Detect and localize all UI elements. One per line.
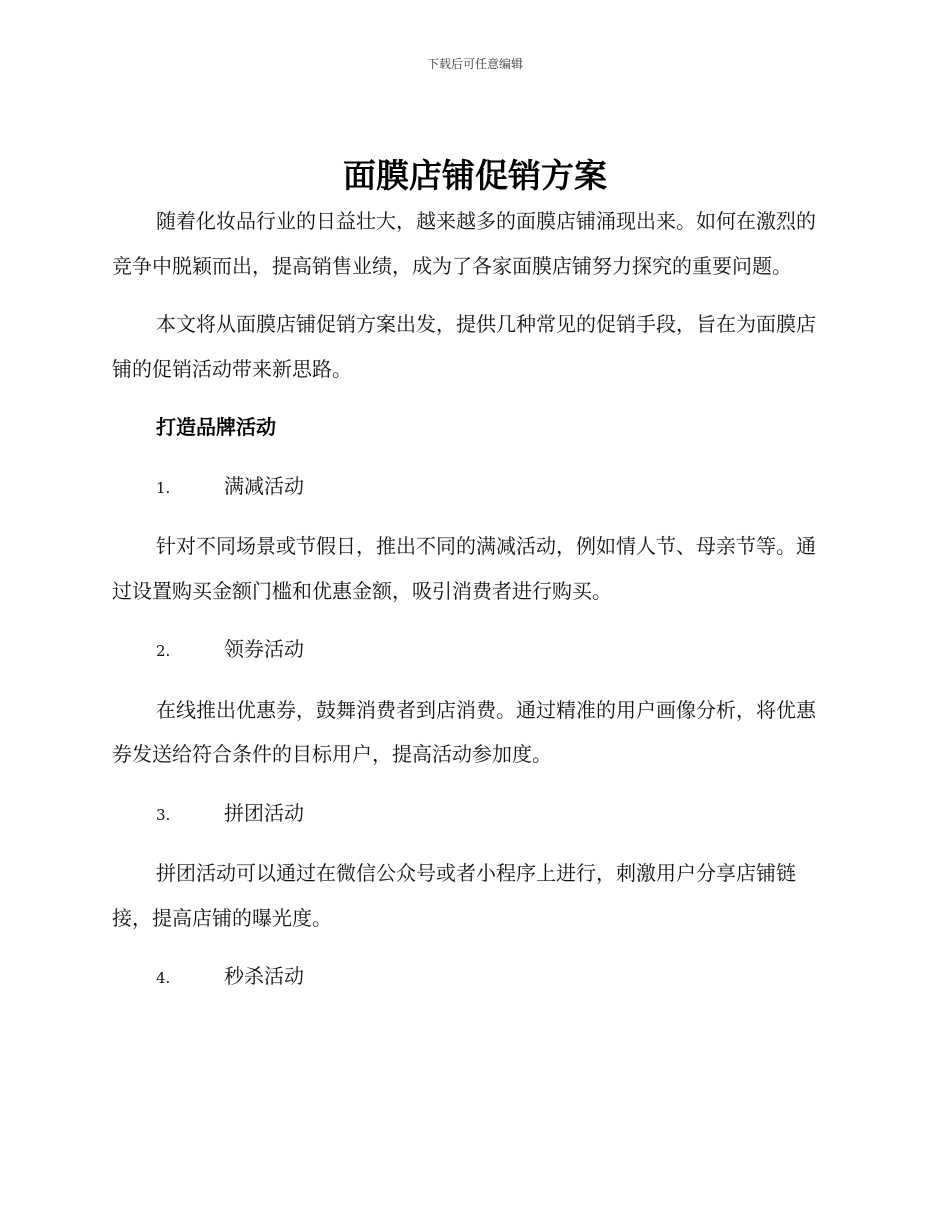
list-label: 秒杀活动 — [224, 964, 304, 988]
intro-paragraph-1: 随着化妆品行业的日益壮大，越来越多的面膜店铺涌现出来。如何在激烈的竞争中脱颖而出，提高销售业绩，成为了各家面膜店铺努力探究的重要问题。 — [112, 209, 816, 278]
section-heading: 打造品牌活动 — [156, 415, 276, 439]
list-label: 拼团活动 — [224, 800, 304, 825]
header-note: 下载后可任意编辑 — [426, 57, 523, 71]
item-1-description: 针对不同场景或节假日，推出不同的满减活动，例如情人节、母亲节等。通过设置购买金额门槛和优惠金额，吸引消费者进行购买。 — [112, 534, 816, 603]
list-number: 3. — [156, 805, 171, 824]
list-label: 领券活动 — [224, 637, 304, 661]
list-item-2 — [112, 627, 832, 674]
intro-paragraph-2: 本文将从面膜店铺促销方案出发，提供几种常见的促销手段，旨在为面膜店铺的促销活动带来新思路。 — [112, 312, 816, 381]
list-number: 1. — [156, 478, 171, 497]
list-item-3 — [112, 791, 832, 838]
item-3-description: 拼团活动可以通过在微信公众号或者小程序上进行，刺激用户分享店铺链接，提高店铺的曝光度。 — [112, 861, 796, 930]
item-2-description: 在线推出优惠券，鼓舞消费者到店消费。通过精准的用户画像分析，将优惠券发送给符合条件的目标用户，提高活动参加度。 — [112, 697, 816, 766]
list-number: 2. — [156, 642, 171, 660]
list-label: 满减活动 — [224, 473, 304, 498]
list-item-4 — [112, 954, 832, 1001]
document-body — [112, 199, 832, 1015]
list-item-1 — [112, 464, 832, 511]
document-title: 面膜店铺促销方案 — [343, 156, 607, 195]
list-number: 4. — [156, 969, 171, 987]
